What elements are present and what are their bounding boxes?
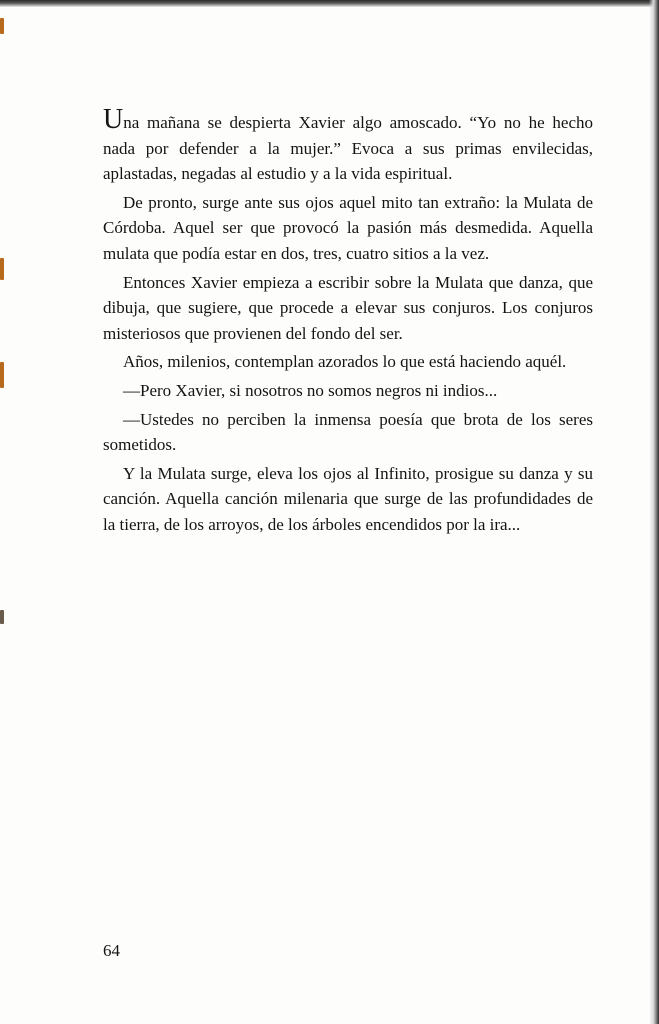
scan-edge-mark	[0, 18, 4, 34]
dialogue-line: —Ustedes no perciben la inmensa poesía que brota de los seres sometidos.	[103, 409, 593, 455]
paragraph	[103, 104, 593, 187]
paragraph: De pronto, surge ante sus ojos aquel mito tan extraño: la Mulata de Córdoba. Aquel ser que provocó la pasión más desmedida. Aquella mulata que podía estar en dos, tres, cuatro sitios a la vez.	[103, 192, 593, 263]
scan-edge-mark	[0, 258, 4, 280]
page-gutter-edge	[649, 0, 659, 1024]
scan-edge-mark	[0, 610, 4, 624]
scan-edge-mark	[0, 362, 4, 388]
body-text	[103, 104, 593, 541]
paragraph: Y la Mulata surge, eleva los ojos al Infinito, prosigue su danza y su canción. Aquella canción milenaria que surge de las profundidades de la tierra, de los arroyos, de los árboles encendidos por la ira...	[103, 463, 593, 534]
dialogue-line: —Pero Xavier, si nosotros no somos negros ni indios...	[123, 380, 498, 400]
paragraph: Entonces Xavier empieza a escribir sobre la Mulata que danza, que dibuja, que sugiere, que procede a elevar sus conjuros. Los conjuros misteriosos que provienen del fondo del ser.	[103, 272, 593, 343]
scan-top-shadow	[0, 0, 659, 7]
paragraph: Años, milenios, contemplan azorados lo que está haciendo aquél.	[123, 352, 567, 372]
page-number: 64	[103, 941, 120, 960]
initial-letter: U	[103, 104, 124, 135]
paragraph-text: na mañana se despierta Xavier algo amoscado. “Yo no he hecho nada por defender a la mujer.” Evoca a sus primas envilecidas, aplastadas, negadas al estudio y a la vida espiritual.	[103, 113, 593, 184]
